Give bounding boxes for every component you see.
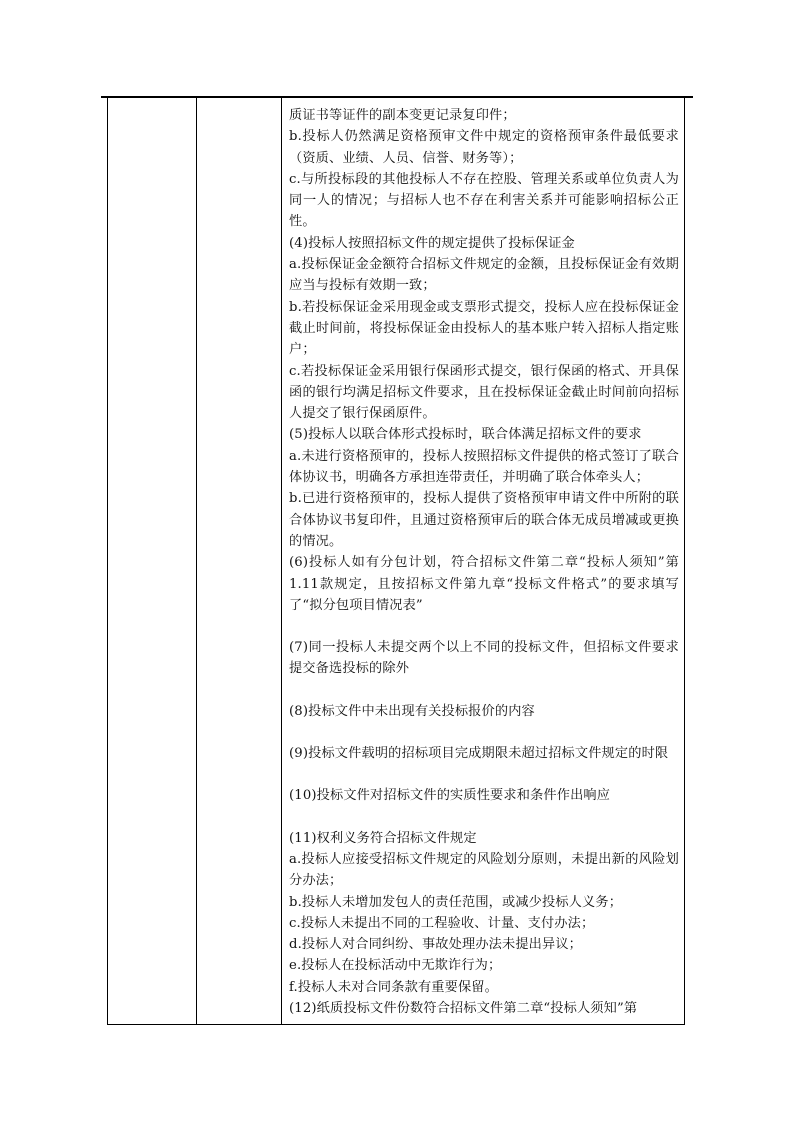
criteria-line: b.投标人仍然满足资格预审文件中规定的资格预审条件最低要求（资质、业绩、人员、信誉、财务等）； [289,129,679,166]
criteria-heading: (12)纸质投标文件份数符合招标文件第二章“投标人须知”第 [289,1000,638,1016]
criteria-line: e.投标人在投标活动中无欺诈行为； [289,958,502,974]
criteria-line: c.若投标保证金采用银行保函形式提交，银行保函的格式、开具保函的银行均满足招标文件要求，且在投标保证金截止时间前向招标人提交了银行保函原件。 [289,363,679,422]
criteria-heading: (5)投标人以联合体形式投标时，联合体满足招标文件的要求 [289,427,642,443]
criteria-cell [289,105,679,1019]
criteria-line: c.投标人未提出不同的工程验收、计量、支付办法； [289,915,595,931]
criteria-heading: (10)投标文件对招标文件的实质性要求和条件作出响应 [289,788,611,804]
criteria-heading: (6)投标人如有分包计划，符合招标文件第二章“投标人须知”第1.11款规定，且按招标文件第九章“投标文件格式”的要求填写了“拟分包项目情况表” [289,555,679,613]
criteria-heading: (4)投标人按照招标文件的规定提供了投标保证金 [289,235,575,251]
criteria-line: b.已进行资格预审的，投标人提供了资格预审申请文件中所附的联合体协议书复印件，且通过资格预审后的联合体无成员增减或更换的情况。 [289,491,679,549]
criteria-heading: (11)权利义务符合招标文件规定 [289,830,477,846]
criteria-line: a.未进行资格预审的，投标人按照招标文件提供的格式签订了联合体协议书，明确各方承担连带责任，并明确了联合体牵头人； [289,448,679,486]
criteria-line: b.投标人未增加发包人的责任范围，或减少投标人义务； [289,894,623,910]
column-divider-1 [196,97,197,1024]
criteria-heading: (8)投标文件中未出现有关投标报价的内容 [289,703,535,719]
criteria-line: f.投标人未对合同条款有重要保留。 [289,979,498,995]
criteria-line: d.投标人对合同纠纷、事故处理办法未提出异议； [289,937,583,953]
criteria-line: b.若投标保证金采用现金或支票形式提交，投标人应在投标保证金截止时间前，将投标保证金由投标人的基本账户转入招标人指定账户； [289,299,679,358]
criteria-heading: (9)投标文件载明的招标项目完成期限未超过招标文件规定的时限 [289,746,669,762]
evaluation-table [107,97,685,1025]
criteria-line: a.投标人应接受招标文件规定的风险划分原则，未提出新的风险划分办法； [289,851,679,889]
criteria-line: a.投标保证金金额符合招标文件规定的金额，且投标保证金有效期应当与投标有效期一致； [289,257,679,294]
criteria-heading: (7)同一投标人未提交两个以上不同的投标文件，但招标文件要求提交备选投标的除外 [289,640,679,677]
column-divider-2 [281,97,282,1024]
criteria-line: c.与所投标段的其他投标人不存在控股、管理关系或单位负责人为同一人的情况；与招标人也不存在利害关系并可能影响招标公正性。 [289,171,679,230]
criteria-line: 质证书等证件的副本变更记录复印件； [289,108,516,123]
